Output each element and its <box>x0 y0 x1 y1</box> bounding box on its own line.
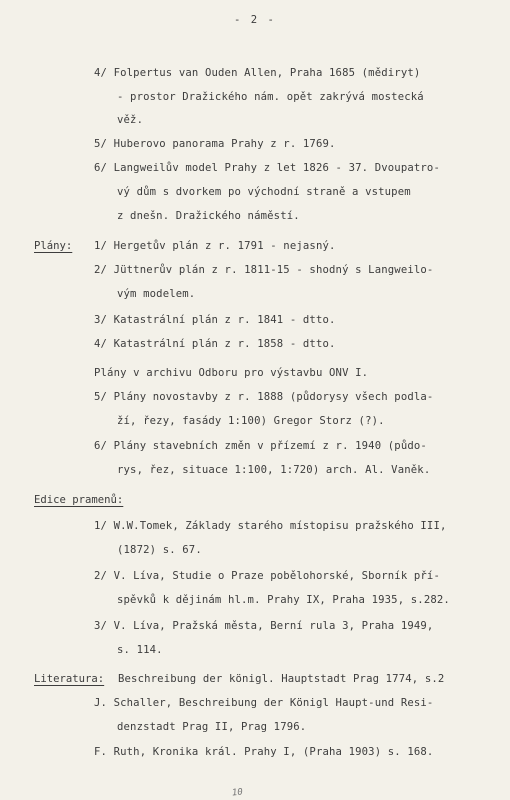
text-line: 1/ Hergetův plán z r. 1791 - nejasný. <box>94 240 336 252</box>
text-line: F. Ruth, Kronika král. Prahy I, (Praha 1903) s. 168. <box>94 746 434 758</box>
section-label-edice: Edice pramenů: <box>34 494 124 506</box>
text-line: vým modelem. <box>117 288 196 300</box>
text-line: 4/ Folpertus van Ouden Allen, Praha 1685 (mědiryt) <box>94 67 421 79</box>
text-line: ží, řezy, fasády 1:100) Gregor Storz (?). <box>117 415 385 427</box>
text-line: 1/ W.W.Tomek, Základy starého místopisu pražského III, <box>94 520 447 532</box>
section-label-plany: Plány: <box>34 240 73 252</box>
text-line: spěvků k dějinám hl.m. Prahy IX, Praha 1935, s.282. <box>117 594 450 606</box>
text-line: 2/ V. Líva, Studie o Praze pobělohorské, Sborník pří- <box>94 570 440 582</box>
text-line: Beschreibung der königl. Hauptstadt Prag 1774, s.2 <box>118 673 445 685</box>
page-number: - 2 - <box>234 14 276 26</box>
text-line: 5/ Plány novostavby z r. 1888 (půdorysy všech podla- <box>94 391 434 403</box>
text-line: z dnešn. Dražického náměstí. <box>117 210 300 222</box>
section-label-literatura: Literatura: <box>34 673 105 685</box>
text-line: s. 114. <box>117 644 163 656</box>
text-line: věž. <box>117 114 144 126</box>
text-line: 3/ Katastrální plán z r. 1841 - dtto. <box>94 314 336 326</box>
text-line: rys, řez, situace 1:100, 1:720) arch. Al. Vaněk. <box>117 464 431 476</box>
text-line: 2/ Jüttnerův plán z r. 1811-15 - shodný s Langweilo- <box>94 264 434 276</box>
handwritten-page-mark: 10 <box>231 787 244 799</box>
text-line: - prostor Dražického nám. opět zakrývá mostecká <box>117 91 424 103</box>
text-line: (1872) s. 67. <box>117 544 202 556</box>
text-line: Plány v archivu Odboru pro výstavbu ONV I. <box>94 367 369 379</box>
text-line: vý dům s dvorkem po východní straně a vstupem <box>117 186 411 198</box>
text-line: 4/ Katastrální plán z r. 1858 - dtto. <box>94 338 336 350</box>
text-line: 5/ Huberovo panorama Prahy z r. 1769. <box>94 138 336 150</box>
text-line: 6/ Langweilův model Prahy z let 1826 - 37. Dvoupatro- <box>94 162 440 174</box>
text-line: 3/ V. Líva, Pražská města, Berní rula 3, Praha 1949, <box>94 620 434 632</box>
text-line: J. Schaller, Beschreibung der Königl Haupt-und Resi- <box>94 697 434 709</box>
text-line: denzstadt Prag II, Prag 1796. <box>117 721 307 733</box>
text-line: 6/ Plány stavebních změn v přízemí z r. 1940 (půdo- <box>94 440 427 452</box>
